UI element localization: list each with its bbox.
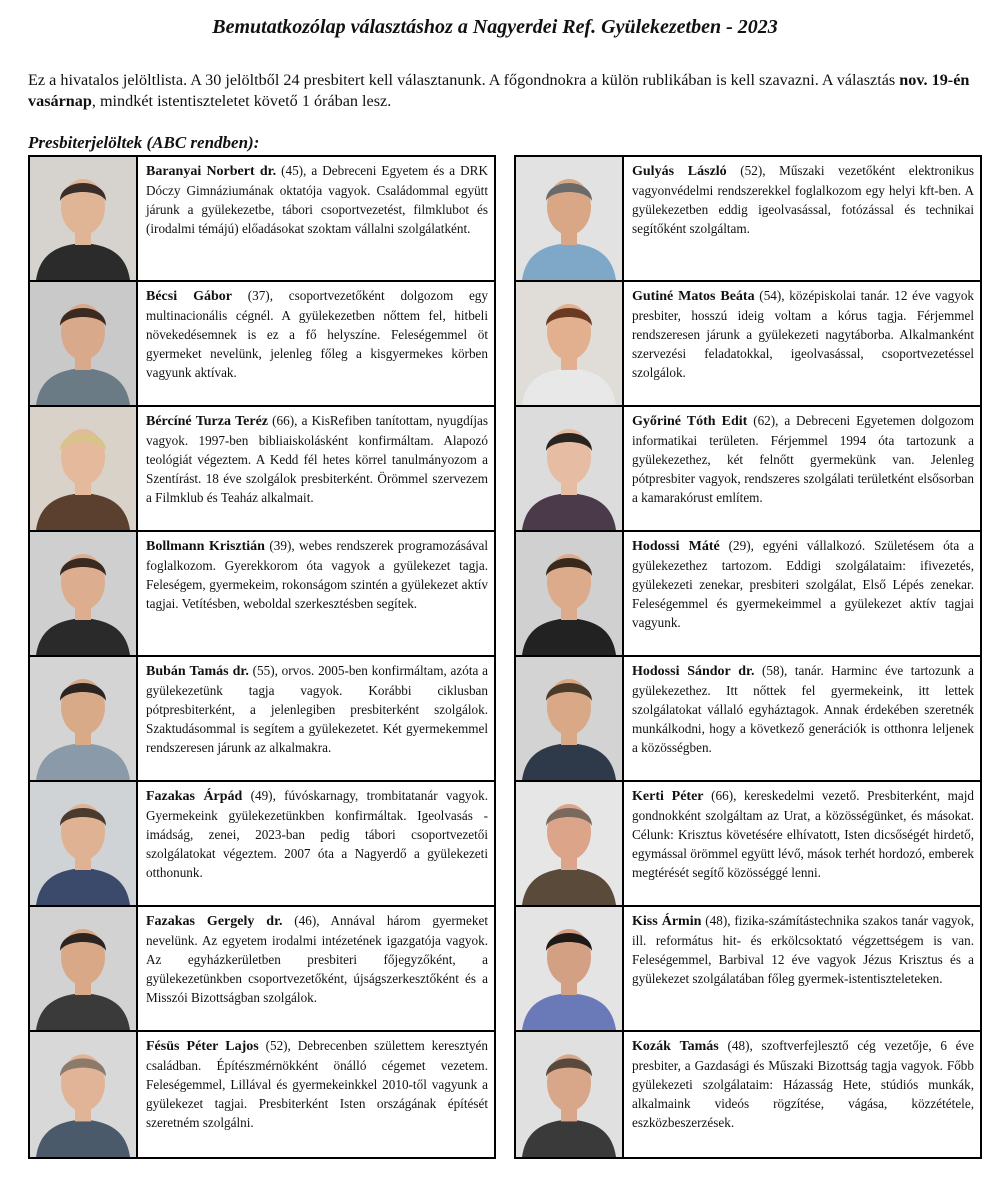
candidate-bio: (48), fizika-számítástechnika szakos tanár vagyok, ill. református hit- és erkölcsoktató végzettségem is van. Feleségemmel, Barbival 12 éve vagyok Jézus Krisztus és a gyülekezet szolgálatában főleg gyermek-istentiszteleteken. (632, 913, 974, 986)
portrait-silhouette (30, 782, 136, 905)
candidate-card (516, 532, 980, 657)
candidate-photo (30, 532, 138, 655)
candidate-photo (516, 907, 624, 1030)
candidate-name: Bércíné Turza Teréz (146, 414, 268, 429)
portrait-silhouette (30, 657, 136, 780)
candidate-name: Bécsi Gábor (146, 289, 232, 304)
candidate-photo (516, 532, 624, 655)
candidate-photo (30, 1032, 138, 1157)
candidate-card (516, 907, 980, 1032)
candidate-text (632, 661, 974, 757)
candidate-photo (30, 782, 138, 905)
candidate-column-left (28, 155, 496, 1159)
candidate-text (146, 1036, 488, 1132)
portrait-silhouette (30, 407, 136, 530)
candidate-photo (30, 657, 138, 780)
portrait-silhouette (516, 282, 622, 405)
candidate-name: Kozák Tamás (632, 1039, 719, 1054)
candidate-name: Fazakas Árpád (146, 789, 243, 804)
candidate-name: Bollmann Krisztián (146, 539, 265, 554)
candidate-card (30, 157, 494, 282)
candidate-text (146, 786, 488, 882)
candidate-text (632, 161, 974, 238)
candidate-card (516, 1032, 980, 1157)
candidate-photo (516, 282, 624, 405)
portrait-silhouette (516, 532, 622, 655)
candidate-name: Kiss Ármin (632, 914, 702, 929)
candidate-text (632, 786, 974, 882)
candidate-bio: (52), Műszaki vezetőként elektronikus vagyonvédelmi rendszerekkel foglalkozom egy helyi kft-ben. A gyülekezetben eddig igeolvasással, fotózással és technikai segítőként szolgáltam. (632, 163, 974, 236)
portrait-silhouette (30, 907, 136, 1030)
candidate-card (516, 282, 980, 407)
candidate-name: Hodossi Máté (632, 539, 720, 554)
portrait-silhouette (30, 532, 136, 655)
candidate-card (30, 657, 494, 782)
candidate-card (516, 782, 980, 907)
section-title: Presbiterjelöltek (ABC rendben): (28, 133, 260, 152)
candidate-bio: (55), orvos. 2005-ben konfirmáltam, azóta a gyülekezetünk tagja vagyok. Korábbi ciklusban pótpresbiterként, a jelenlegiben presbiterként szolgálok. Szaktudásommal is segítem a gyülekezetet. Két gyermekemmel rendszeresen járunk az alkalmakra. (146, 663, 489, 755)
candidate-bio: (66), a KisRefiben tanítottam, nyugdíjas vagyok. 1997-ben bibliaiskolásként konfirmáltam. Alapozó teológiát végeztem. A Kedd fél hetes körrel tanulmányozom a Szentírást. 18 éve szolgálok presbiterként. Örömmel szervezem a Filmklub és Teaház alkalmait. (146, 413, 488, 505)
candidate-name: Hodossi Sándor dr. (632, 664, 755, 679)
candidate-photo (30, 282, 138, 405)
candidate-photo (516, 657, 624, 780)
candidate-bio: (66), kereskedelmi vezető. Presbiterként, majd gondnokként szolgáltam az Urat, a közösségünket, és másokat. Célunk: Krisztus követésére elhívatott, Isten dicsőségét hirdető, egymással örömmel együtt lévő, mások terhét hordozó, emberek megtérését segítő közösséggé lenni. (632, 788, 975, 880)
candidate-name: Gulyás László (632, 164, 727, 179)
candidate-bio: (52), Debrecenben születtem keresztyén családban. Építészmérnökként önálló cégemet vezetem. Feleségemmel, Lillával és gyermekeinkkel 2010-től vagyunk a gyülekezet tagjai. Presbiterként Isten országának építését szeretném szolgálni. (146, 1038, 488, 1130)
candidate-card (30, 532, 494, 657)
portrait-silhouette (30, 1032, 136, 1157)
candidate-text (632, 536, 974, 632)
candidate-bio: (45), a Debreceni Egyetem és a DRK Dóczy Gimnáziumának oktatója vagyok. Családommal együtt járunk a gyülekezetbe, tábori csoportvezetést, filmklubot és (irodalmi témájú) előadásokat szoktam vállalni szolgálatként. (146, 163, 488, 236)
candidate-card (516, 657, 980, 782)
candidate-card (30, 782, 494, 907)
candidate-name: Győriné Tóth Edit (632, 414, 748, 429)
intro-text-1: Ez a hivatalos jelöltlista. A 30 jelöltből 24 presbitert kell választanunk. A főgondnokra a külön rublikában is kell szavazni. A választás (28, 71, 900, 89)
portrait-silhouette (516, 1032, 622, 1157)
portrait-silhouette (30, 157, 136, 280)
candidate-bio: (39), webes rendszerek programozásával foglalkozom. Gyerekkorom óta vagyok a gyülekezet tagja. Feleségem, gyermekeim, rokonságom szintén a gyülekezet aktív tagjai. Vetítésben, weboldal szerkesztésben segítek. (146, 538, 488, 611)
candidate-card (30, 907, 494, 1032)
candidate-card (516, 407, 980, 532)
intro-paragraph (28, 70, 973, 112)
candidate-name: Gutiné Matos Beáta (632, 289, 755, 304)
candidate-photo (516, 407, 624, 530)
candidate-photo (30, 157, 138, 280)
candidate-card (30, 407, 494, 532)
portrait-silhouette (516, 407, 622, 530)
candidate-name: Baranyai Norbert dr. (146, 164, 277, 179)
candidate-text (146, 911, 488, 1007)
intro-text-2: , mindkét istentiszteletet követő 1 órában lesz. (91, 92, 392, 110)
candidate-text (146, 661, 488, 757)
candidate-text (632, 286, 974, 382)
candidate-photo (516, 157, 624, 280)
candidate-photo (30, 407, 138, 530)
candidate-photo (516, 1032, 624, 1157)
candidate-bio: (37), csoportvezetőként dolgozom egy multinacionális cégnél. A gyülekezetben nőttem fel, hitbeli növekedésemnek is ez a fő helyszíne. Feleségemmel öt gyermeket nevelünk, jelenleg főleg a kisgyermekes körben vagyunk aktívak. (146, 288, 488, 380)
candidate-card (30, 1032, 494, 1157)
candidate-bio: (29), egyéni vállalkozó. Születésem óta a gyülekezethez tartozom. Eddigi szolgálataim: ifivezetés, gyülekezeti zenekar, presbiteri szolgálat, Első Lépés zenekar. Feleségemmel és gyermekeimmel a gyülekezet aktív tagjai vagyunk. (632, 538, 974, 630)
candidate-bio: (48), szoftverfejlesztő cég vezetője, 6 éve presbiter, a Gazdasági és Műszaki Bizottság tagja vagyok. Főbb gyülekezeti szolgálataim: Házasság Hete, stúdiós munkák, alkalmaink videós rögzítése, vágása, közzététele, eszközbeszerzések. (632, 1038, 974, 1130)
portrait-silhouette (30, 282, 136, 405)
candidate-name: Kerti Péter (632, 789, 704, 804)
portrait-silhouette (516, 657, 622, 780)
candidate-bio: (49), fúvóskarnagy, trombitatanár vagyok. Gyermekeink gyülekezetünkben konfirmáltak. Igeolvasás - imádság, zenei, 2023-ban pedig tábori csoportvezetői szolgálatokat végeztem. 2007 óta a Nagyerdő a gyülekezeti otthonunk. (146, 788, 488, 880)
candidate-text (632, 411, 974, 507)
candidate-text (146, 536, 488, 613)
portrait-silhouette (516, 907, 622, 1030)
candidate-column-right (514, 155, 982, 1159)
portrait-silhouette (516, 157, 622, 280)
candidate-bio: (62), a Debreceni Egyetemen dolgozom informatikai területen. Férjemmel 1994 óta tartozunk a gyülekezethez, két felnőtt gyermekünk van. Jelenleg pótpresbiter vagyok, rendszeres szolgálati területként elsősorban a kamarakórust említem. (632, 413, 974, 505)
candidate-bio: (58), tanár. Harminc éve tartozunk a gyülekezethez. Itt nőttek fel gyermekeink, itt lettek szolgálatokat vállaló egyháztagok. Annak érdekében szeretnék munkálkodni, hogy a következő generációk is otthonra leljenek a közösségben. (632, 663, 974, 755)
page-title: Bemutatkozólap választáshoz a Nagyerdei Ref. Gyülekezetben - 2023 (212, 16, 778, 38)
candidate-text (632, 911, 974, 988)
candidate-text (146, 161, 488, 238)
portrait-silhouette (516, 782, 622, 905)
candidate-name: Bubán Tamás dr. (146, 664, 249, 679)
candidate-card (516, 157, 980, 282)
intro-date: nov. 19-én vasárnap (28, 71, 970, 110)
candidate-card (30, 282, 494, 407)
candidate-text (146, 286, 488, 382)
candidate-name: Fazakas Gergely dr. (146, 914, 283, 929)
candidate-name: Fésüs Péter Lajos (146, 1039, 259, 1054)
candidate-bio: (46), Annával három gyermeket nevelünk. Az egyetem irodalmi intézetének igazgatója vagyok. Az egyházkerületben presbiteri főjegyzőként, a gyülekezetünkben csoportvezetőként, újságszerkesztőként és a Misszói Bizottságban szolgálok. (146, 913, 489, 1005)
candidate-text (632, 1036, 974, 1132)
candidate-bio: (54), középiskolai tanár. 12 éve vagyok presbiter, hosszú ideig voltam a kórus tagja. Férjemmel rendszeresen járunk a gyülekezeti nagytáborba. Alkalmanként szervezési feladatokkal, igeolvasással, csoportvezetéssel szolgálok. (632, 288, 975, 380)
candidate-photo (30, 907, 138, 1030)
candidate-text (146, 411, 488, 507)
candidate-photo (516, 782, 624, 905)
